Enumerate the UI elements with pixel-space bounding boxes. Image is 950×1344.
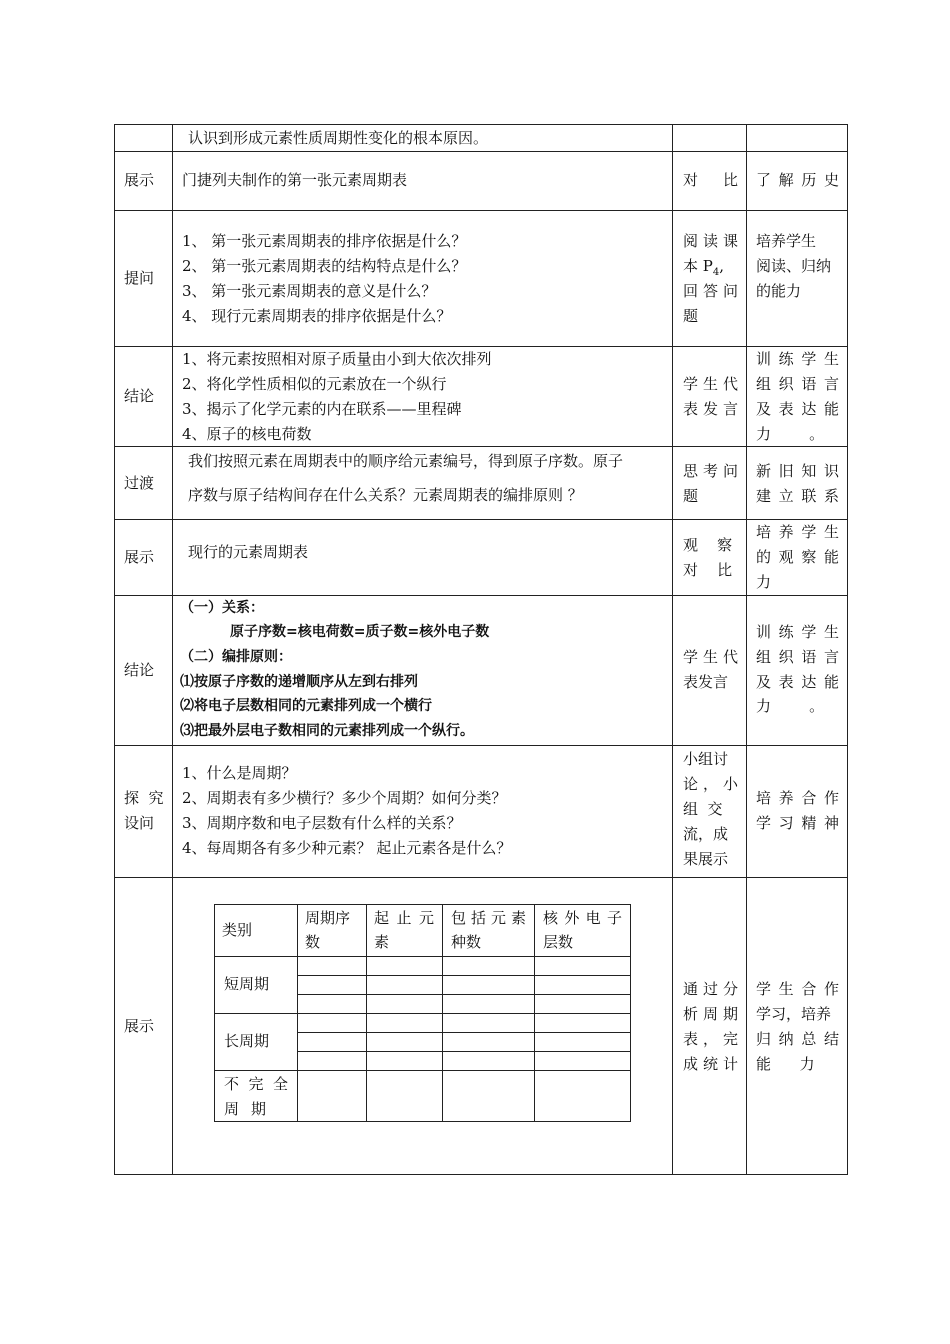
row6-line-3: （二）编排原则： <box>180 649 292 665</box>
row3-stage: 结论 <box>124 387 155 405</box>
row4-line-2: 序数与原子结构间存在什么关系？元素周期表的编排原则 ？ <box>188 486 583 504</box>
row7-item-2: 2、周期表有多少横行？多少个周期？如何分类？ <box>182 789 507 807</box>
row5-purpose-3: 力 <box>756 573 772 591</box>
row4-purpose-1: 新旧知识 <box>756 462 839 480</box>
row2-purpose-2: 阅读、归纳 <box>756 257 832 275</box>
group-incomplete-period-2: 周期 <box>224 1100 266 1118</box>
row7-stage-1: 探 究 <box>124 789 164 807</box>
row1-purpose: 了解历史 <box>756 171 839 189</box>
row6-purpose-4: 力 。 <box>756 697 825 715</box>
row7-purpose-1: 培养合作 <box>756 789 839 807</box>
row3-item-3: 3、揭示了化学元素的内在联系——里程碑 <box>182 400 462 418</box>
row2-item-1: 1、 第一张元素周期表的排序依据是什么？ <box>182 232 467 250</box>
row7-method-1: 小组讨 <box>683 750 729 768</box>
row2-purpose-3: 的能力 <box>756 282 802 300</box>
row5-purpose-2: 的观察能 <box>756 548 839 566</box>
row5-method-2: 对 比 <box>683 561 733 579</box>
row1-method: 对 比 <box>683 171 738 189</box>
row7-method-3: 组 交 <box>683 800 723 818</box>
col-header-startend-1: 起止元 <box>374 909 434 927</box>
row6-purpose-2: 组织语言 <box>756 648 839 666</box>
col-header-period-1: 周期序 <box>305 909 351 927</box>
row3-purpose-2: 组织语言 <box>756 375 839 393</box>
row8-purpose-3: 归纳总结 <box>756 1030 839 1048</box>
row6-line-1: （一）关系： <box>180 600 264 616</box>
row7-item-1: 1、什么是周期？ <box>182 764 297 782</box>
row7-purpose-2: 学习精神 <box>756 814 839 832</box>
row3-item-1: 1、将元素按照相对原子质量由小到大依次排列 <box>182 350 492 368</box>
row6-line-2: 原子序数=核电荷数=质子数=核外电子数 <box>230 624 490 640</box>
row8-purpose-4: 能 力 <box>756 1055 815 1073</box>
row2-item-2: 2、 第一张元素周期表的结构特点是什么？ <box>182 257 467 275</box>
row6-method-2: 表发言 <box>683 673 729 691</box>
row2-method-1: 阅读课 <box>683 232 738 250</box>
row1-content: 门捷列夫制作的第一张元素周期表 <box>182 171 408 189</box>
row6-line-6: ⑶把最外层电子数相同的元素排列成一个纵行。 <box>180 723 474 739</box>
row6-line-5: ⑵将电子层数相同的元素排列成一个横行 <box>180 698 432 714</box>
row4-method-2: 题 <box>683 487 699 505</box>
row6-purpose-1: 训练学生 <box>756 623 839 641</box>
col-header-category: 类别 <box>222 921 253 939</box>
row3-item-4: 4、原子的核电荷数 <box>182 425 312 443</box>
row2-method-3: 回答问 <box>683 282 738 300</box>
row3-item-2: 2、将化学性质相似的元素放在一个纵行 <box>182 375 447 393</box>
row2-purpose-1: 培养学生 <box>756 232 817 250</box>
col-header-shells-2: 层数 <box>543 933 574 951</box>
row6-stage: 结论 <box>124 661 155 679</box>
row3-method-2: 表发言 <box>683 400 738 418</box>
row6-line-4: ⑴按原子序数的递增顺序从左到右排列 <box>180 674 418 690</box>
row8-method-4: 成统计 <box>683 1055 738 1073</box>
row4-method-1: 思考问 <box>683 462 738 480</box>
row4-stage: 过渡 <box>124 474 155 492</box>
group-incomplete-period-1: 不完全 <box>224 1075 288 1093</box>
row2-item-3: 3、 第一张元素周期表的意义是什么？ <box>182 282 437 300</box>
row6-method-1: 学生代 <box>683 648 738 666</box>
col-header-shells-1: 核外电子 <box>543 909 622 927</box>
row3-purpose-1: 训练学生 <box>756 350 839 368</box>
row8-stage: 展示 <box>124 1017 155 1035</box>
row4-line-1: 我们按照元素在周期表中的顺序给元素编号，得到原子序数。原子 <box>188 452 624 470</box>
row8-purpose-1: 学生合作 <box>756 980 839 998</box>
row1-stage: 展示 <box>124 171 155 189</box>
row2-method-2: 本 $P_4$, <box>683 257 725 278</box>
row7-stage-2: 设问 <box>124 814 155 832</box>
col-header-startend-2: 素 <box>374 933 390 951</box>
row8-method-1: 通过分 <box>683 980 738 998</box>
row7-method-2: 论，小 <box>683 775 738 793</box>
row2-method-4: 题 <box>683 307 699 325</box>
row3-method-1: 学生代 <box>683 375 738 393</box>
col-header-period-2: 数 <box>305 933 321 951</box>
row8-purpose-2: 学习，培养 <box>756 1005 832 1023</box>
col-header-count-2: 种数 <box>451 933 482 951</box>
row8-method-3: 表，完 <box>683 1030 738 1048</box>
col-header-count-1: 包括元素 <box>451 909 526 927</box>
row4-purpose-2: 建立联系 <box>756 487 839 505</box>
row2-item-4: 4、 现行元素周期表的排序依据是什么？ <box>182 307 452 325</box>
row3-purpose-3: 及表达能 <box>756 400 839 418</box>
group-short-period: 短周期 <box>224 975 270 993</box>
row7-item-4: 4、每周期各有多少种元素？ 起止元素各是什么？ <box>182 839 512 857</box>
group-long-period: 长周期 <box>224 1032 270 1050</box>
row7-item-3: 3、周期序数和电子层数有什么样的关系？ <box>182 814 462 832</box>
row5-purpose-1: 培养学生 <box>756 523 839 541</box>
row5-method-1: 观 察 <box>683 536 733 554</box>
row8-method-2: 析周期 <box>683 1005 738 1023</box>
row7-method-5: 果展示 <box>683 850 729 868</box>
row3-purpose-4: 力 。 <box>756 425 825 443</box>
row6-purpose-3: 及表达能 <box>756 673 839 691</box>
row2-stage: 提问 <box>124 269 155 287</box>
row7-method-4: 流，成 <box>683 825 729 843</box>
row5-content: 现行的元素周期表 <box>188 543 309 561</box>
row0-content: 认识到形成元素性质周期性变化的根本原因。 <box>188 129 489 147</box>
row5-stage: 展示 <box>124 548 155 566</box>
